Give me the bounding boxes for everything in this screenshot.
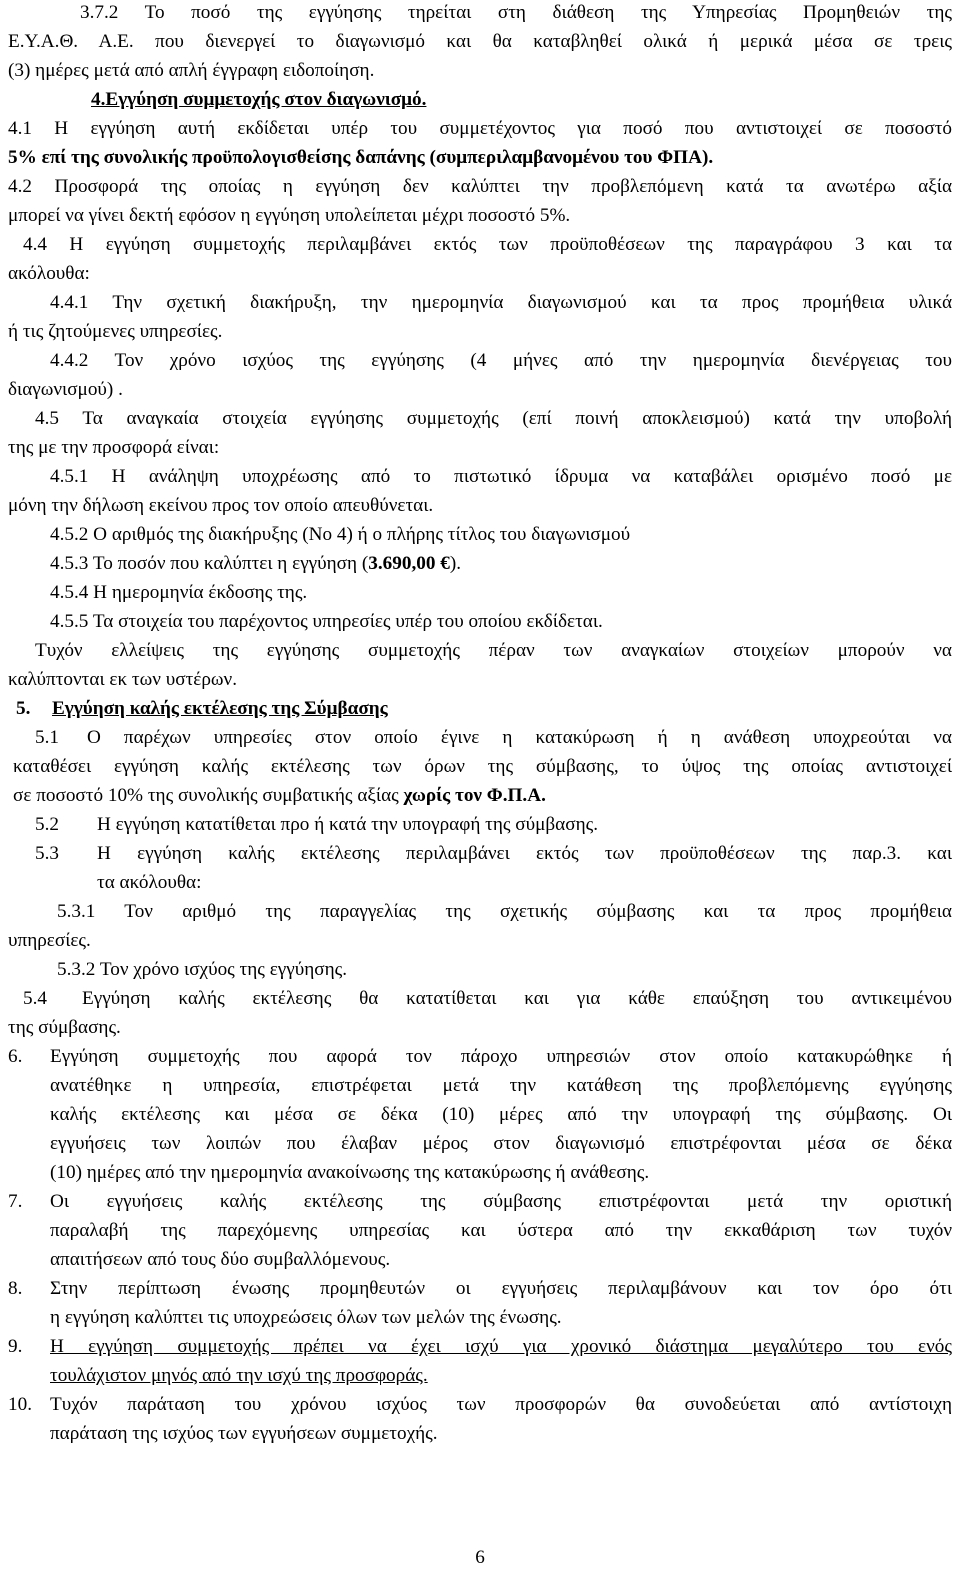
- paragraph-line: τα ακόλουθα:: [97, 872, 202, 893]
- item-number: 7.: [8, 1191, 23, 1212]
- paragraph-line: Εγγύηση συμμετοχής που αφορά τον πάροχο υπηρεσιών στον οποίο κατακυρώθηκε ή: [50, 1047, 952, 1067]
- paragraph-line: 4.2 Προσφορά της οποίας η εγγύηση δεν καλύπτει την προβλεπόμενη κατά τα ανωτέρω αξία: [8, 177, 952, 197]
- paragraph-line: [50, 554, 461, 573]
- section-4-heading: 4.Εγγύηση συμμετοχής στον διαγωνισμό.: [91, 89, 427, 110]
- paragraph-line: 4.4.1 Την σχετική διακήρυξη, την ημερομηνία διαγωνισμού και τα προς προμήθεια υλικά: [50, 293, 952, 313]
- paragraph-line: ανατέθηκε η υπηρεσία, επιστρέφεται μετά την κατάθεση της προβλεπόμενης εγγύησης: [50, 1076, 952, 1096]
- paragraph-line: 5.3.2 Τον χρόνο ισχύος της εγγύησης.: [57, 959, 348, 980]
- paragraph-line: παραλαβή της παρεχόμενης υπηρεσίας και ύστερα από την εκκαθάριση των τυχόν: [50, 1221, 952, 1241]
- paragraph-line: 4.5 Τα αναγκαία στοιχεία εγγύησης συμμετοχής (επί ποινή αποκλεισμού) κατά την υποβολή: [35, 409, 952, 429]
- paragraph-line: Οι εγγυήσεις καλής εκτέλεσης της σύμβασης επιστρέφονται μετά την οριστική: [50, 1192, 952, 1212]
- paragraph-line: 4.4.2 Τον χρόνο ισχύος της εγγύησης (4 μήνες από την ημερομηνία διενέργειας του: [50, 351, 952, 371]
- section-5-number: 5.: [16, 698, 31, 719]
- paragraph-line: [13, 786, 546, 805]
- paragraph-line: απαιτήσεων από τους δύο συμβαλλόμενους.: [50, 1249, 391, 1270]
- item-number: 5.3: [35, 843, 59, 864]
- paragraph-line: (3) ημέρες μετά από απλή έγγραφη ειδοποίηση.: [8, 60, 375, 81]
- paragraph-line: η εγγύηση καλύπτει τις υποχρεώσεις όλων των μελών της ένωσης.: [50, 1307, 562, 1328]
- paragraph-line: καταθέσει εγγύηση καλής εκτέλεσης των όρων της σύμβασης, το ύψος της οποίας αντιστοιχεί: [13, 757, 952, 777]
- paragraph-line: της σύμβασης.: [8, 1017, 121, 1038]
- paragraph-line-underlined: τουλάχιστον μηνός από την ισχύ της προσφοράς.: [50, 1365, 428, 1386]
- paragraph-line: Η εγγύηση καλής εκτέλεσης περιλαμβάνει εκτός των προϋποθέσεων της παρ.3. και: [97, 844, 952, 864]
- item-number: 5.4: [23, 988, 47, 1009]
- paragraph-line: ακόλουθα:: [8, 263, 90, 284]
- item-number: 5.2: [35, 814, 59, 835]
- paragraph-line: καλύπτονται εκ των υστέρων.: [8, 669, 238, 690]
- paragraph-line: 3.7.2 Το ποσό της εγγύησης τηρείται στη διάθεση της Υπηρεσίας Προμηθειών της: [80, 3, 952, 23]
- paragraph-line: διαγωνισμού) .: [8, 379, 123, 400]
- item-number: 10.: [8, 1394, 32, 1415]
- paragraph-line: καλής εκτέλεσης και μέσα σε δέκα (10) μέρες από την υπογραφή της σύμβασης. Οι: [50, 1105, 952, 1125]
- paragraph-line: Η εγγύηση κατατίθεται προ ή κατά την υπογραφή της σύμβασης.: [97, 814, 599, 835]
- paragraph-line: της με την προσφορά είναι:: [8, 437, 220, 458]
- item-number: 9.: [8, 1336, 23, 1357]
- paragraph-line: (10) ημέρες από την ημερομηνία ανακοίνωσης της κατακύρωσης ή ανάθεσης.: [50, 1162, 650, 1183]
- paragraph-line: Ε.Υ.Α.Θ. Α.Ε. που διενεργεί το διαγωνισμό και θα καταβληθεί ολικά ή μερικά μέσα σε τρεις: [8, 32, 952, 52]
- item-number: 5.1: [35, 727, 59, 748]
- paragraph-line: 4.1 Η εγγύηση αυτή εκδίδεται υπέρ του συμμετέχοντος για ποσό που αντιστοιχεί σε ποσοστό: [8, 119, 952, 139]
- page-number: 6: [475, 1547, 485, 1568]
- item-number: 6.: [8, 1046, 23, 1067]
- paragraph-line-underlined: Η εγγύηση συμμετοχής πρέπει να έχει ισχύ για χρονικό διάστημα μεγαλύτερο του ενός: [50, 1337, 952, 1357]
- paragraph-line: 5.3.1 Τον αριθμό της παραγγελίας της σχετικής σύμβασης και τα προς προμήθεια: [57, 902, 952, 922]
- paragraph-line: 4.5.4 Η ημερομηνία έκδοσης της.: [50, 582, 308, 603]
- paragraph-line: υπηρεσίες.: [8, 930, 91, 951]
- vat-note: χωρίς τον Φ.Π.Α.: [403, 785, 546, 806]
- item-number: 8.: [8, 1278, 23, 1299]
- paragraph-line: Τυχόν ελλείψεις της εγγύησης συμμετοχής πέραν των αναγκαίων στοιχείων μπορούν να: [35, 641, 952, 661]
- paragraph-text: σε ποσοστό 10% της συνολικής συμβατικής αξίας: [13, 785, 404, 806]
- paragraph-line: 4.5.1 Η ανάληψη υποχρέωσης από το πιστωτικό ίδρυμα να καταβάλει ορισμένο ποσό με: [50, 467, 952, 487]
- amount-suffix: ).: [449, 553, 461, 574]
- paragraph-line: Ο παρέχων υπηρεσίες στον οποίο έγινε η κατακύρωση ή η ανάθεση υποχρεούται να: [87, 728, 952, 748]
- paragraph-line: παράταση της ισχύος των εγγυήσεων συμμετοχής.: [50, 1423, 438, 1444]
- paragraph-line: εγγυήσεις των λοιπών που έλαβαν μέρος στον διαγωνισμό επιστρέφονται μέσα σε δέκα: [50, 1134, 952, 1154]
- paragraph-line: μπορεί να γίνει δεκτή εφόσον η εγγύηση υπολείπεται μέχρι ποσοστό 5%.: [8, 205, 571, 226]
- paragraph-line: 4.4 Η εγγύηση συμμετοχής περιλαμβάνει εκτός των προϋποθέσεων της παραγράφου 3 και τα: [23, 235, 952, 255]
- paragraph-line: 4.5.5 Τα στοιχεία του παρέχοντος υπηρεσίες υπέρ του οποίου εκδίδεται.: [50, 611, 603, 632]
- section-5-heading: Εγγύηση καλής εκτέλεσης της Σύμβασης: [52, 698, 388, 719]
- paragraph-line: μόνη την δήλωση εκείνου προς τον οποίο απευθύνεται.: [8, 495, 434, 516]
- paragraph-line: Τυχόν παράταση του χρόνου ισχύος των προσφορών θα συνοδεύεται από αντίστοιχη: [50, 1395, 952, 1415]
- paragraph-line: Εγγύηση καλής εκτέλεσης θα κατατίθεται και για κάθε επαύξηση του αντικειμένου: [82, 989, 952, 1009]
- paragraph-line: ή τις ζητούμενες υπηρεσίες.: [8, 321, 223, 342]
- guarantee-amount: 3.690,00 €: [368, 553, 450, 574]
- paragraph-line: Στην περίπτωση ένωσης προμηθευτών οι εγγυήσεις περιλαμβάνουν και τον όρο ότι: [50, 1279, 952, 1299]
- paragraph-line: 4.5.2 Ο αριθμός της διακήρυξης (Νο 4) ή ο πλήρης τίτλος του διαγωνισμού: [50, 524, 631, 545]
- amount-prefix: 4.5.3 Το ποσόν που καλύπτει η εγγύηση (: [50, 553, 369, 574]
- paragraph-line-bold: 5% επί της συνολικής προϋπολογισθείσης δαπάνης (συμπεριλαμβανομένου του ΦΠΑ).: [8, 147, 714, 168]
